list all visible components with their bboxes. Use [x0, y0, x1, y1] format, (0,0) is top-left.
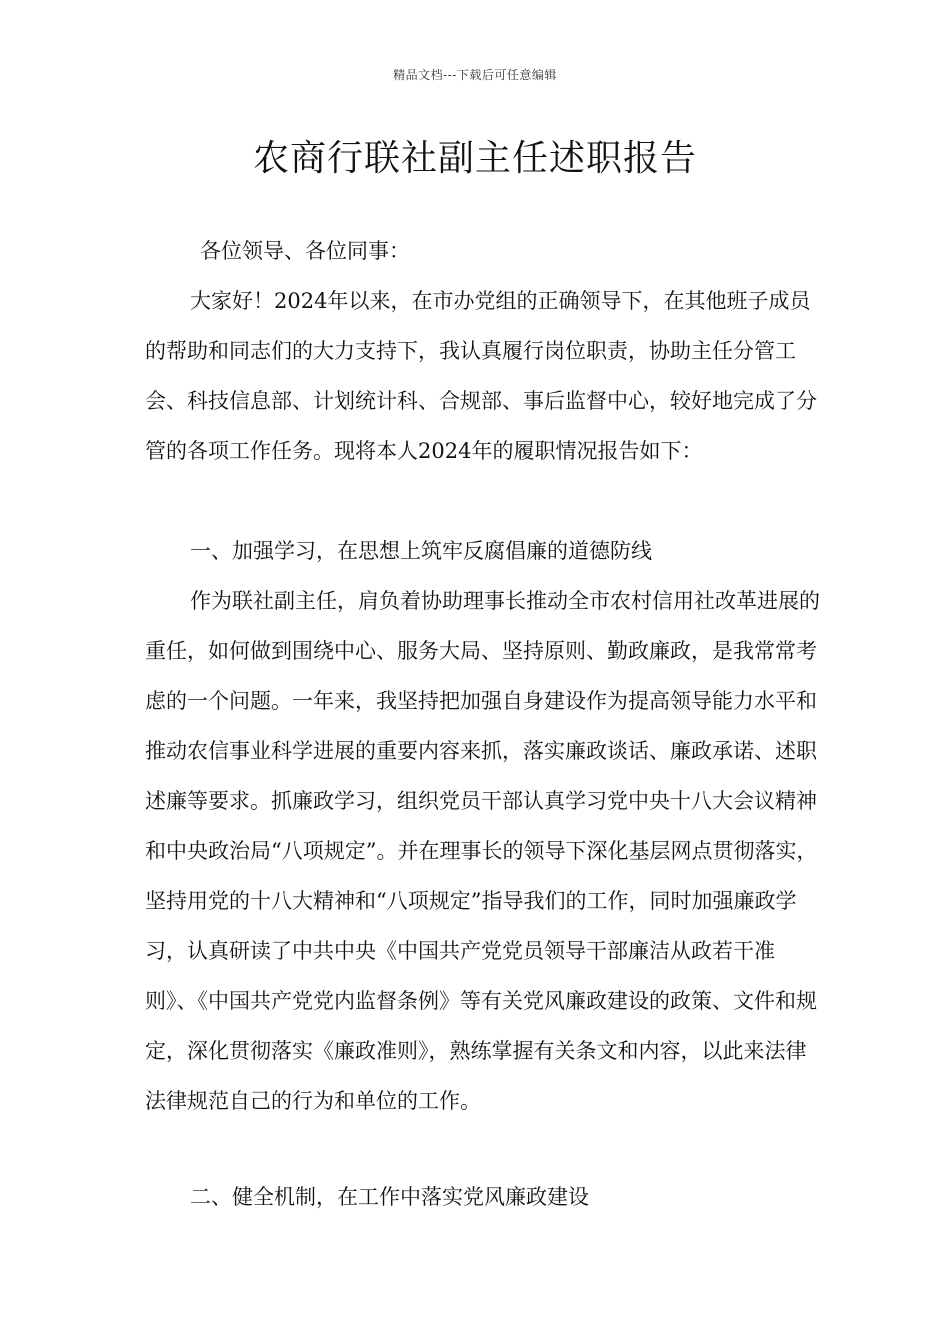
section-2-heading: 二、健全机制，在工作中落实党风廉政建设 — [190, 1185, 589, 1209]
intro-paragraph: 大家好！2024年以来，在市办党组的正确领导下，在其他班子成员的帮助和同志们的大力支持下，我认真履行岗位职责，协助主任分管工会、科技信息部、计划统计科、合规部、事后监督中心，较好地完成了分管的各项工作任务。现将本人2024年的履职情况报告如下： — [145, 289, 817, 463]
document-title: 农商行联社副主任述职报告 — [252, 138, 697, 179]
section-1-paragraph: 作为联社副主任，肩负着协助理事长推动全市农村信用社改革进展的重任，如何做到围绕中心、服务大局、坚持原则、勤政廉政，是我常常考虑的一个问题。一年来，我坚持把加强自身建设作为提高领导能力水平和推动农信事业科学进展的重要内容来抓，落实廉政谈话、廉政承诺、述职述廉等要求。抓廉政学习，组织党员干部认真学习党中央十八大会议精神和中央政治局“八项规定”。并在理事长的领导下深化基层网点贯彻落实，坚持用党的十八大精神和“八项规定”指导我们的工作，同时加强廉政学习，认真研读了中共中央《中国共产党党员领导干部廉洁从政若干准则》、《中国共产党党内监督条例》等有关党风廉政建设的政策、文件和规定，深化贯彻落实《廉政准则》，熟练掌握有关条文和内容，以此来法律法律规范自己的行为和单位的工作。 — [145, 589, 820, 1113]
salutation: 各位领导、各位同事： — [200, 239, 410, 263]
header-note: 精品文档---下载后可任意编辑 — [393, 68, 557, 82]
section-1-heading: 一、加强学习，在思想上筑牢反腐倡廉的道德防线 — [190, 539, 652, 563]
